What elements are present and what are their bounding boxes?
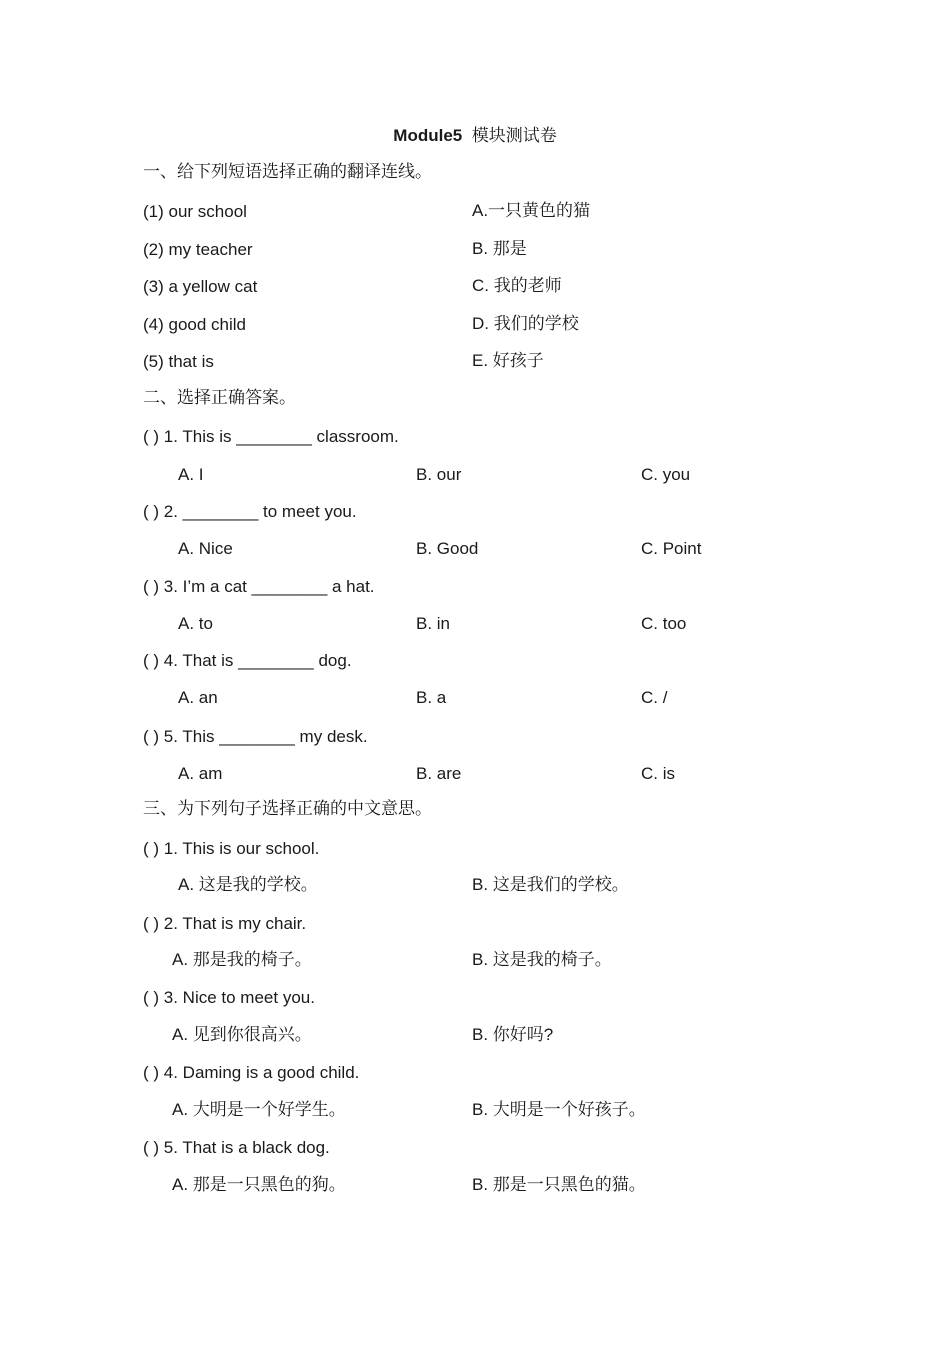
mc-option-4c: C. / [641, 688, 668, 707]
translation-e: E. 好孩子 [472, 351, 544, 370]
meaning-option-1a: A. 这是我的学校。 [178, 875, 318, 894]
mc-option-5c: C. is [641, 764, 675, 783]
meaning-option-2b: B. 这是我的椅子。 [472, 950, 612, 969]
mc-option-4b: B. a [416, 688, 447, 707]
meaning-option-1b: B. 这是我们的学校。 [472, 875, 629, 894]
mc-option-2a: A. Nice [178, 539, 233, 558]
title-module: Module5 [393, 126, 463, 145]
section3-heading: 三、为下列句子选择正确的中文意思。 [143, 799, 432, 818]
translation-d: D. 我们的学校 [472, 314, 579, 333]
phrase-2: (2) my teacher [143, 240, 253, 259]
meaning-option-4b: B. 大明是一个好孩子。 [472, 1100, 646, 1119]
translation-b: B. 那是 [472, 239, 527, 258]
meaning-option-3a: A. 见到你很高兴。 [172, 1025, 312, 1044]
phrase-4: (4) good child [143, 315, 247, 334]
translation-c: C. 我的老师 [472, 276, 562, 295]
section1-heading: 一、给下列短语选择正确的翻译连线。 [143, 162, 432, 181]
mc-option-1a: A. I [178, 465, 204, 484]
mc-option-2b: B. Good [416, 539, 479, 558]
phrase-1: (1) our school [143, 202, 247, 221]
phrase-3: (3) a yellow cat [143, 277, 258, 296]
mc-option-2c: C. Point [641, 539, 702, 558]
meaning-question-2: ( ) 2. That is my chair. [143, 914, 307, 933]
mc-question-2: ( ) 2. ________ to meet you. [143, 502, 357, 521]
mc-question-1: ( ) 1. This is ________ classroom. [143, 427, 399, 446]
mc-option-3c: C. too [641, 614, 687, 633]
meaning-option-3b: B. 你好吗? [472, 1025, 554, 1044]
meaning-question-1: ( ) 1. This is our school. [143, 839, 320, 858]
meaning-question-4: ( ) 4. Daming is a good child. [143, 1063, 360, 1082]
page-title [0, 126, 950, 146]
meaning-option-5b: B. 那是一只黑色的猫。 [472, 1175, 646, 1194]
mc-question-3: ( ) 3. I’m a cat ________ a hat. [143, 577, 375, 596]
translation-a: A.一只黄色的猫 [472, 201, 591, 220]
mc-option-3a: A. to [178, 614, 213, 633]
mc-question-5: ( ) 5. This ________ my desk. [143, 727, 368, 746]
mc-option-1b: B. our [416, 465, 462, 484]
mc-option-1c: C. you [641, 465, 691, 484]
mc-option-3b: B. in [416, 614, 451, 633]
meaning-option-4a: A. 大明是一个好学生。 [172, 1100, 346, 1119]
meaning-question-3: ( ) 3. Nice to meet you. [143, 988, 315, 1007]
mc-option-5b: B. are [416, 764, 462, 783]
meaning-option-2a: A. 那是我的椅子。 [172, 950, 312, 969]
section2-heading: 二、选择正确答案。 [143, 388, 296, 407]
phrase-5: (5) that is [143, 352, 214, 371]
mc-option-4a: A. an [178, 688, 218, 707]
title-subtitle: 模块测试卷 [471, 126, 557, 145]
meaning-option-5a: A. 那是一只黑色的狗。 [172, 1175, 346, 1194]
mc-question-4: ( ) 4. That is ________ dog. [143, 651, 352, 670]
meaning-question-5: ( ) 5. That is a black dog. [143, 1138, 330, 1157]
mc-option-5a: A. am [178, 764, 223, 783]
